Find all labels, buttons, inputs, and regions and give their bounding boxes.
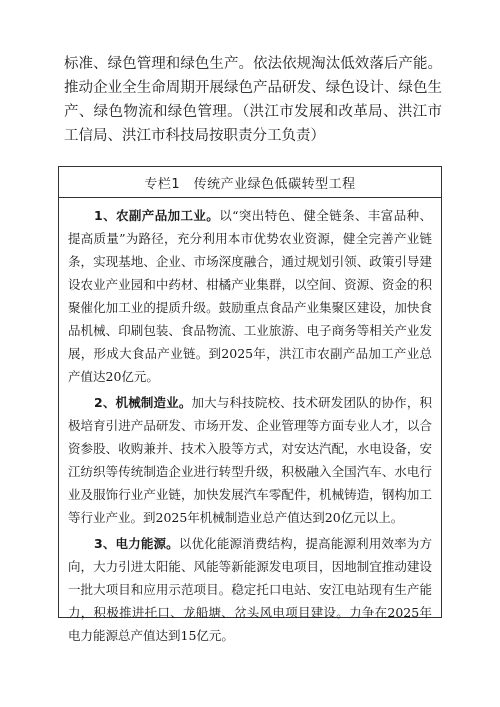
column-box — [58, 166, 442, 643]
column-box-body — [59, 198, 441, 647]
column-item-heading: 1、农副产品加工业。 — [94, 208, 220, 223]
column-item-text: 加大与科技院校、技术研发团队的协作，积极培育引进产品研发、市场开发、企业管理等方面专业人才，以合资参股、收购兼并、技术入股等方式，对安达汽配，水电设备，安江纺织等传统制造企业进行转型升级，积极融入全国汽车、水电行业及服饰行业产业链，加快发展汽车零配件，机械铸造，钢构加工等行业产业。到2025年机械制造业总产值达到20亿元以上。 — [68, 395, 432, 525]
column-item-heading: 2、机械制造业。 — [94, 395, 192, 410]
column-item-agri — [68, 204, 432, 388]
column-item-text: 以“突出特色、健全链条、丰富品种、提高质量”为路径，充分利用本市优势农业资源，健全完善产业链条，实现基地、企业、市场深度融合，通过规划引领、政策引导建设农业产业园和中药材、柑橘产业集群，以空间、资源、资金的积聚催化加工业的提质升级。鼓励重点食品产业集聚区建设，加快食品机械、印刷包装、食品物流、工业旅游、电子商务等相关产业发展，形成大食品产业链。到2025年，洪江市农副产品加工产业总产值达20亿元。 — [68, 208, 432, 384]
column-box-title: 专栏1 传统产业绿色低碳转型工程 — [59, 167, 441, 198]
column-item-power — [68, 532, 432, 647]
column-item-text: 以优化能源消费结构，提高能源利用效率为方向，大力引进太阳能、风能等新能源发电项目，因地制宜推动建设一批大项目和应用示范项目。稳定托口电站、安江电站现有生产能力，积极推进托口、龙船塘、岔头风电项目建设。力争在2025年电力能源总产值达到15亿元。 — [68, 536, 432, 643]
intro-paragraph: 标准、绿色管理和绿色生产。依法依规淘汰低效落后产能。推动企业全生命周期开展绿色产品研发、绿色设计、绿色生产、绿色物流和绿色管理。（洪江市发展和改革局、洪江市工信局、洪江市科技局按职责分工负责） — [64, 56, 442, 144]
column-item-heading: 3、电力能源。 — [94, 536, 179, 551]
column-item-machinery — [68, 391, 432, 529]
